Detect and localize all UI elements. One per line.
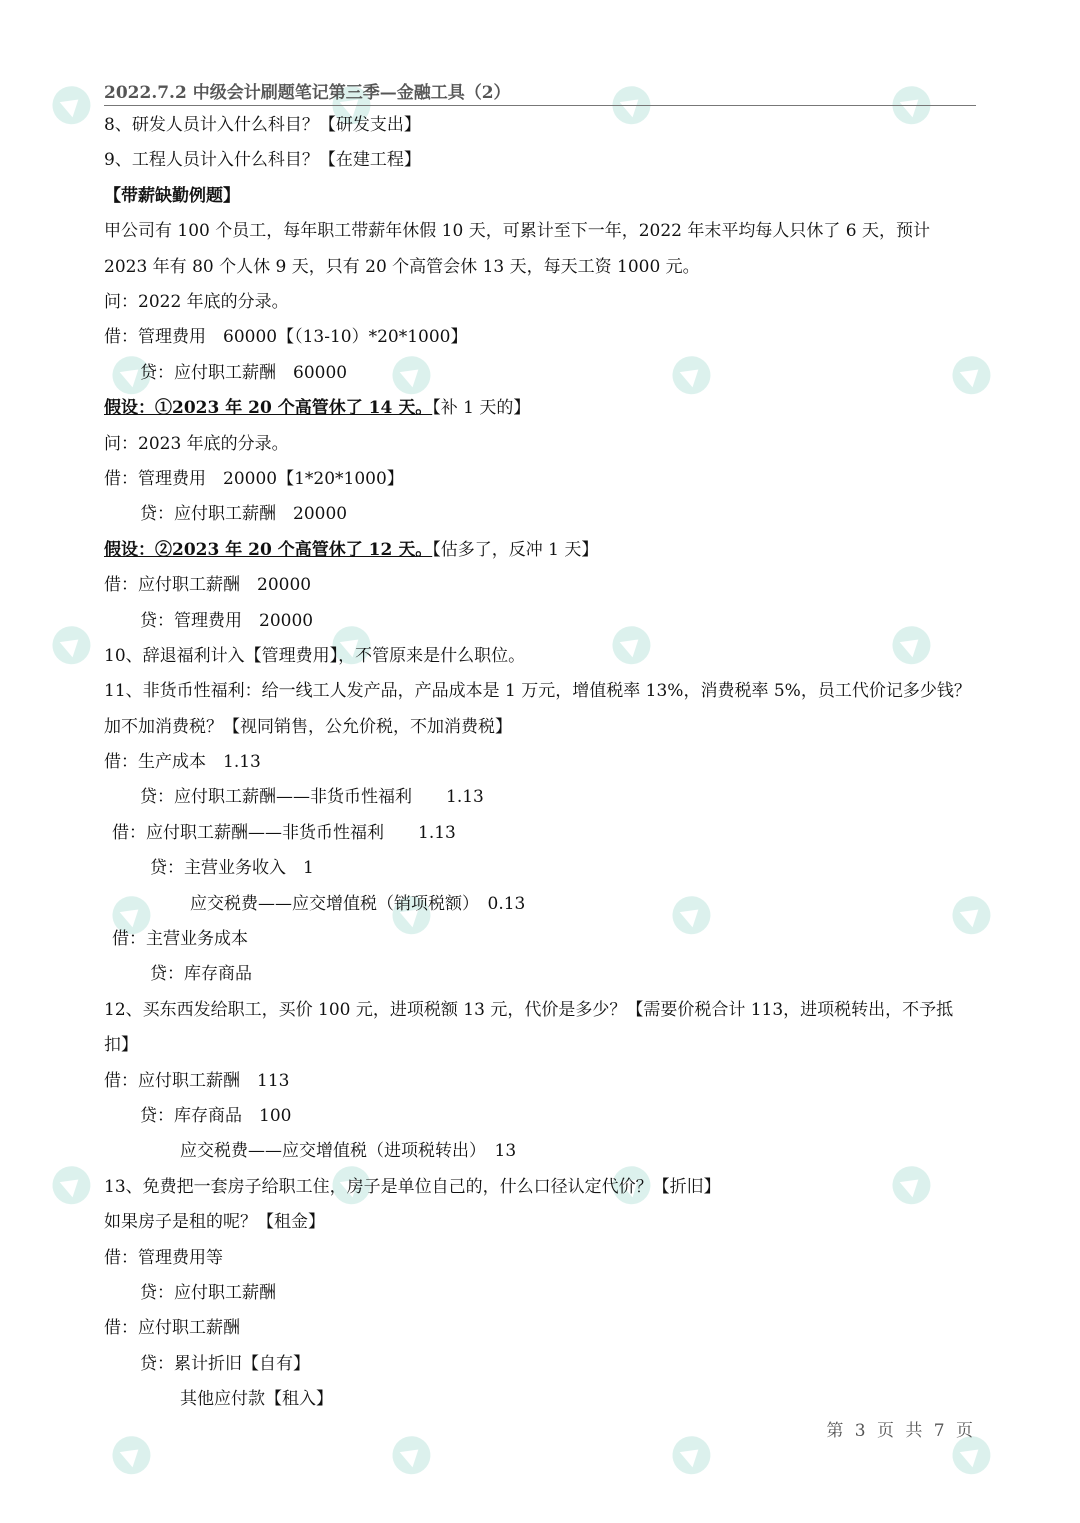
journal-credit: 贷：应付职工薪酬——非货币性福利 1.13 bbox=[140, 787, 484, 808]
section-heading: 【带薪缺勤例题】 bbox=[104, 185, 240, 206]
assumption-1-note: 【补 1 天的】 bbox=[432, 398, 531, 419]
question-13: 13、免费把一套房子给职工住，房子是单位自己的，什么口径认定代价？【折旧】 bbox=[104, 1176, 721, 1197]
question-9: 9、工程人员计入什么科目？【在建工程】 bbox=[104, 150, 421, 171]
journal-debit: 借：生产成本 1.13 bbox=[104, 752, 261, 773]
journal-credit-continued: 应交税费——应交增值税（销项税额） 0.13 bbox=[190, 893, 526, 914]
journal-debit: 借：应付职工薪酬 113 bbox=[104, 1070, 290, 1091]
journal-credit: 贷：主营业务收入 1 bbox=[150, 858, 314, 879]
question-13-followup: 如果房子是租的呢？【租金】 bbox=[104, 1212, 325, 1233]
assumption-2-text: 假设：②2023 年 20 个高管休了 12 天。 bbox=[104, 539, 433, 560]
example-paragraph: 甲公司有 100 个员工，每年职工带薪年休假 10 天，可累计至下一年，2022 年末平均每人只休了 6 天，预计 2023 年有 80 个人休 9 天，只有 20 个高管会休 13 天，每天工资 1000 元。 bbox=[104, 221, 930, 277]
watermark-logo-icon bbox=[385, 1428, 439, 1482]
question-8: 8、研发人员计入什么科目？【研发支出】 bbox=[104, 115, 421, 135]
assumption-2 bbox=[104, 533, 976, 568]
page-number: 第 3 页 共 7 页 bbox=[826, 1421, 976, 1441]
journal-debit: 借：应付职工薪酬 bbox=[104, 1318, 240, 1339]
watermark-logo-icon bbox=[665, 1428, 719, 1482]
watermark-logo-icon bbox=[45, 78, 99, 132]
journal-credit-continued: 应交税费——应交增值税（进项税转出） 13 bbox=[180, 1141, 517, 1162]
journal-debit: 借：管理费用等 bbox=[104, 1247, 223, 1268]
journal-credit: 贷：累计折旧【自有】 bbox=[140, 1353, 310, 1374]
question-12: 12、买东西发给职工，买价 100 元，进项税额 13 元，代价是多少？【需要价税合计 113，进项税转出，不予抵扣】 bbox=[104, 999, 954, 1056]
journal-debit: 借：应付职工薪酬——非货币性福利 1.13 bbox=[112, 822, 456, 843]
page-header: 2022.7.2 中级会计刷题笔记第三季—金融工具（2） bbox=[104, 78, 976, 106]
question-10: 10、辞退福利计入【管理费用】，不管原来是什么职位。 bbox=[104, 645, 526, 666]
watermark-logo-icon bbox=[45, 618, 99, 672]
journal-credit: 贷：库存商品 100 bbox=[140, 1106, 292, 1127]
question-text: 问：2023 年底的分录。 bbox=[104, 433, 289, 454]
journal-debit: 借：主营业务成本 bbox=[112, 929, 248, 950]
watermark-logo-icon bbox=[45, 1158, 99, 1212]
journal-credit: 贷：应付职工薪酬 bbox=[140, 1282, 276, 1303]
watermark-logo-icon bbox=[105, 1428, 159, 1482]
question-text: 问：2022 年底的分录。 bbox=[104, 291, 289, 312]
document-body bbox=[104, 108, 976, 1418]
journal-credit: 贷：应付职工薪酬 20000 bbox=[140, 504, 348, 525]
journal-debit: 借：管理费用 20000【1*20*1000】 bbox=[104, 468, 404, 489]
question-11: 11、非货币性福利：给一线工人发产品，产品成本是 1 万元，增值税率 13%，消费税率 5%，员工代价记多少钱？加不加消费税？【视同销售，公允价税，不加消费税】 bbox=[104, 681, 971, 737]
journal-debit: 借：应付职工薪酬 20000 bbox=[104, 575, 312, 596]
journal-credit: 贷：应付职工薪酬 60000 bbox=[140, 362, 348, 383]
assumption-1 bbox=[104, 391, 976, 426]
assumption-1-text: 假设：①2023 年 20 个高管休了 14 天。 bbox=[104, 398, 433, 419]
journal-credit: 贷：库存商品 bbox=[150, 964, 252, 985]
assumption-2-note: 【估多了，反冲 1 天】 bbox=[432, 539, 599, 560]
journal-credit: 贷：管理费用 20000 bbox=[140, 610, 314, 631]
journal-credit-continued: 其他应付款【租入】 bbox=[180, 1389, 333, 1410]
journal-debit: 借：管理费用 60000【（13-10）*20*1000】 bbox=[104, 327, 468, 348]
